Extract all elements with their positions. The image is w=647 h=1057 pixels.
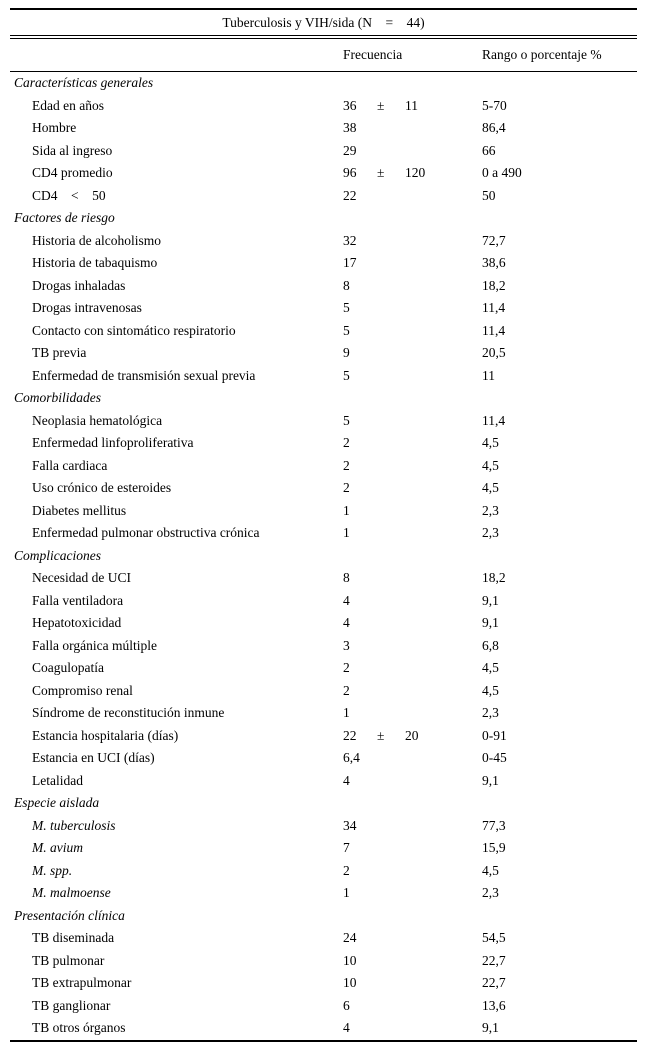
frequency-value: 4 [343,772,350,788]
table-row [10,432,637,455]
deviation-value [405,837,482,860]
range-percent-value: 6,8 [482,637,499,653]
row-label: M. spp. [32,862,73,878]
plus-minus-sign [377,590,405,613]
table-row [10,702,637,725]
plus-minus-sign [377,432,405,455]
row-label: Neoplasia hematológica [32,412,163,428]
plus-minus-sign [377,455,405,478]
table-row [10,477,637,500]
table-row [10,275,637,298]
deviation-value [405,882,482,905]
table-row [10,297,637,320]
frequency-value: 4 [343,615,350,630]
plus-minus-sign [377,500,405,523]
range-percent-value: 9,1 [482,592,499,608]
plus-minus-sign: ± [377,727,385,743]
range-percent-value: 2,3 [482,502,499,518]
range-percent-value: 0-91 [482,727,507,743]
table-row [10,522,637,545]
row-label: M. tuberculosis [32,817,116,833]
range-percent-value: 4,5 [482,435,499,450]
row-label: Drogas intravenosas [32,300,142,315]
deviation-value [405,590,482,613]
section-row [10,387,637,410]
range-percent-value: 5-70 [482,97,507,113]
row-label: Falla orgánica múltiple [32,637,157,653]
frequency-value: 2 [343,862,350,878]
deviation-value [405,365,482,388]
range-percent-value: 2,3 [482,705,499,720]
frequency-value: 24 [343,930,357,945]
deviation-value: 20 [405,727,419,743]
table-row [10,500,637,523]
frequency-value: 29 [343,142,357,158]
plus-minus-sign [377,320,405,343]
plus-minus-sign [377,770,405,793]
frequency-value: 5 [343,367,350,383]
range-percent-value: 2,3 [482,525,499,540]
range-percent-value: 4,5 [482,682,499,698]
row-label: Síndrome de reconstitución inmune [32,705,225,720]
table-row [10,882,637,905]
row-label: Falla ventiladora [32,592,124,608]
deviation-value: 120 [405,165,426,180]
plus-minus-sign [377,365,405,388]
row-label: TB extrapulmonar [32,975,132,990]
table-row [10,455,637,478]
table-row [10,950,637,973]
range-percent-value: 11,4 [482,322,506,338]
deviation-value [405,815,482,838]
row-label: TB otros órganos [32,1020,126,1035]
table-row [10,972,637,995]
plus-minus-sign [377,612,405,635]
table-row [10,927,637,950]
plus-minus-sign [377,680,405,703]
table-row [10,95,637,118]
deviation-value [405,657,482,680]
section-header: Comorbilidades [14,390,102,405]
row-label: Diabetes mellitus [32,502,127,518]
frequency-value: 4 [343,592,350,608]
frequency-value: 2 [343,660,350,675]
row-label: TB ganglionar [32,997,111,1013]
table-row [10,747,637,770]
deviation-value [405,185,482,208]
table-row [10,567,637,590]
row-label: Enfermedad de transmisión sexual previa [32,367,256,383]
deviation-value [405,927,482,950]
frequency-value: 2 [343,435,350,450]
range-percent-value: 22,7 [482,952,506,968]
row-label: Sida al ingreso [32,142,113,158]
row-label: Historia de alcoholismo [32,232,161,248]
range-percent-value: 4,5 [482,480,499,495]
plus-minus-sign [377,275,405,298]
plus-minus-sign [377,230,405,253]
plus-minus-sign [377,410,405,433]
row-label: Hepatotoxicidad [32,615,122,630]
frequency-value: 1 [343,885,350,900]
bottom-rule [10,1040,637,1042]
table-row [10,162,637,185]
frequency-value: 1 [343,705,350,720]
table-row [10,860,637,883]
plus-minus-sign [377,837,405,860]
range-percent-value: 4,5 [482,457,499,473]
row-label: Drogas inhaladas [32,277,126,293]
plus-minus-sign [377,860,405,883]
plus-minus-sign [377,1017,405,1040]
row-label: Historia de tabaquismo [32,255,158,270]
section-header: Complicaciones [14,547,101,563]
range-percent-value: 18,2 [482,570,506,585]
frequency-value: 7 [343,840,350,855]
plus-minus-sign [377,927,405,950]
range-percent-value: 2,3 [482,885,499,900]
frequency-value: 9 [343,345,350,360]
plus-minus-sign [377,117,405,140]
frequency-value: 34 [343,817,357,833]
range-percent-value: 9,1 [482,772,499,788]
frequency-value: 10 [343,952,357,968]
range-percent-value: 0-45 [482,750,507,765]
table-row [10,230,637,253]
table-row [10,252,637,275]
frequency-value: 8 [343,277,350,293]
range-percent-value: 13,6 [482,997,506,1013]
frequency-value: 36 [343,97,357,113]
frequency-value: 2 [343,457,350,473]
frequency-value: 8 [343,570,350,585]
row-label: Hombre [32,120,77,135]
frequency-value: 2 [343,682,350,698]
plus-minus-sign [377,657,405,680]
table-row [10,1017,637,1040]
range-percent-value: 66 [482,142,496,158]
section-row [10,792,637,815]
row-label: Estancia hospitalaria (días) [32,727,179,743]
range-percent-value: 22,7 [482,975,506,990]
frequency-value: 10 [343,975,357,990]
row-label: Letalidad [32,772,83,788]
plus-minus-sign [377,297,405,320]
frequency-value: 4 [343,1020,350,1035]
row-label: M. avium [32,840,83,855]
deviation-value: 11 [405,97,418,113]
plus-minus-sign [377,342,405,365]
table-row [10,815,637,838]
deviation-value [405,230,482,253]
tuberculosis-table [10,8,637,1042]
range-percent-value: 20,5 [482,345,506,360]
table-row [10,342,637,365]
deviation-value [405,612,482,635]
frequency-value: 17 [343,255,357,270]
column-header-range: Rango o porcentaje % [482,47,602,62]
deviation-value [405,702,482,725]
deviation-value [405,252,482,275]
frequency-value: 96 [343,165,357,180]
plus-minus-sign [377,995,405,1018]
section-header: Características generales [14,75,154,90]
deviation-value [405,1017,482,1040]
row-label: Contacto con sintomático respiratorio [32,322,236,338]
plus-minus-sign [377,882,405,905]
frequency-value: 5 [343,300,350,315]
section-header: Presentación clínica [14,907,125,923]
column-header-frequency: Frecuencia [343,47,403,62]
deviation-value [405,567,482,590]
table-row [10,612,637,635]
deviation-value [405,770,482,793]
section-row [10,207,637,230]
plus-minus-sign [377,185,405,208]
range-percent-value: 11,4 [482,412,506,428]
section-header: Especie aislada [14,795,100,810]
plus-minus-sign [377,635,405,658]
frequency-value: 5 [343,412,350,428]
deviation-value [405,500,482,523]
frequency-value: 38 [343,120,357,135]
table-row [10,770,637,793]
range-percent-value: 50 [482,187,496,203]
plus-minus-sign [377,950,405,973]
table-row [10,140,637,163]
table-title: Tuberculosis y VIH/sida (N = 44) [222,15,425,30]
table-row [10,837,637,860]
table-body [10,72,637,1040]
section-row [10,905,637,928]
table-row [10,995,637,1018]
range-percent-value: 86,4 [482,120,506,135]
table-row [10,635,637,658]
range-percent-value: 4,5 [482,862,499,878]
range-percent-value: 18,2 [482,277,506,293]
table-row [10,117,637,140]
deviation-value [405,297,482,320]
row-label: Necesidad de UCI [32,570,131,585]
deviation-value [405,432,482,455]
deviation-value [405,635,482,658]
plus-minus-sign [377,567,405,590]
deviation-value [405,680,482,703]
row-label: Uso crónico de esteroides [32,480,172,495]
plus-minus-sign [377,140,405,163]
plus-minus-sign [377,702,405,725]
row-label: Falla cardiaca [32,457,108,473]
deviation-value [405,477,482,500]
deviation-value [405,117,482,140]
plus-minus-sign [377,972,405,995]
range-percent-value: 54,5 [482,930,506,945]
row-label: Edad en años [32,97,104,113]
range-percent-value: 11,4 [482,300,506,315]
deviation-value [405,950,482,973]
row-label: Compromiso renal [32,682,133,698]
frequency-value: 6 [343,997,350,1013]
row-label: TB previa [32,345,87,360]
plus-minus-sign [377,252,405,275]
table-row [10,365,637,388]
deviation-value [405,455,482,478]
frequency-value: 5 [343,322,350,338]
deviation-value [405,140,482,163]
range-percent-value: 9,1 [482,615,499,630]
plus-minus-sign [377,522,405,545]
row-label: CD4 < 50 [32,187,106,203]
section-row [10,72,637,95]
row-label: CD4 promedio [32,165,113,180]
frequency-value: 32 [343,232,357,248]
range-percent-value: 15,9 [482,840,506,855]
frequency-value: 22 [343,187,357,203]
deviation-value [405,972,482,995]
plus-minus-sign: ± [377,165,385,180]
frequency-value: 1 [343,502,350,518]
range-percent-value: 38,6 [482,255,506,270]
range-percent-value: 11 [482,367,495,383]
range-percent-value: 9,1 [482,1020,499,1035]
table-row [10,410,637,433]
deviation-value [405,995,482,1018]
plus-minus-sign: ± [377,97,385,113]
plus-minus-sign [377,815,405,838]
frequency-value: 22 [343,727,357,743]
plus-minus-sign [377,747,405,770]
table-row [10,320,637,343]
table-row [10,185,637,208]
deviation-value [405,860,482,883]
table-row [10,657,637,680]
range-percent-value: 77,3 [482,817,506,833]
range-percent-value: 4,5 [482,660,499,675]
row-label: Enfermedad linfoproliferativa [32,435,194,450]
deviation-value [405,275,482,298]
row-label: TB diseminada [32,930,115,945]
table-row [10,680,637,703]
deviation-value [405,320,482,343]
row-label: M. malmoense [32,885,111,900]
section-row [10,545,637,568]
deviation-value [405,410,482,433]
column-header-row [10,39,637,71]
table-row [10,590,637,613]
deviation-value [405,342,482,365]
range-percent-value: 72,7 [482,232,506,248]
row-label: TB pulmonar [32,952,105,968]
range-percent-value: 0 a 490 [482,165,522,180]
row-label: Coagulopatía [32,660,104,675]
plus-minus-sign [377,477,405,500]
label-column-spacer [10,39,343,71]
table-row [10,725,637,748]
section-header: Factores de riesgo [14,210,115,225]
row-label: Enfermedad pulmonar obstructiva crónica [32,525,260,540]
frequency-value: 2 [343,480,350,495]
deviation-value [405,747,482,770]
frequency-value: 1 [343,525,350,540]
deviation-value [405,522,482,545]
frequency-value: 6,4 [343,750,360,765]
row-label: Estancia en UCI (días) [32,750,155,765]
frequency-value: 3 [343,637,350,653]
